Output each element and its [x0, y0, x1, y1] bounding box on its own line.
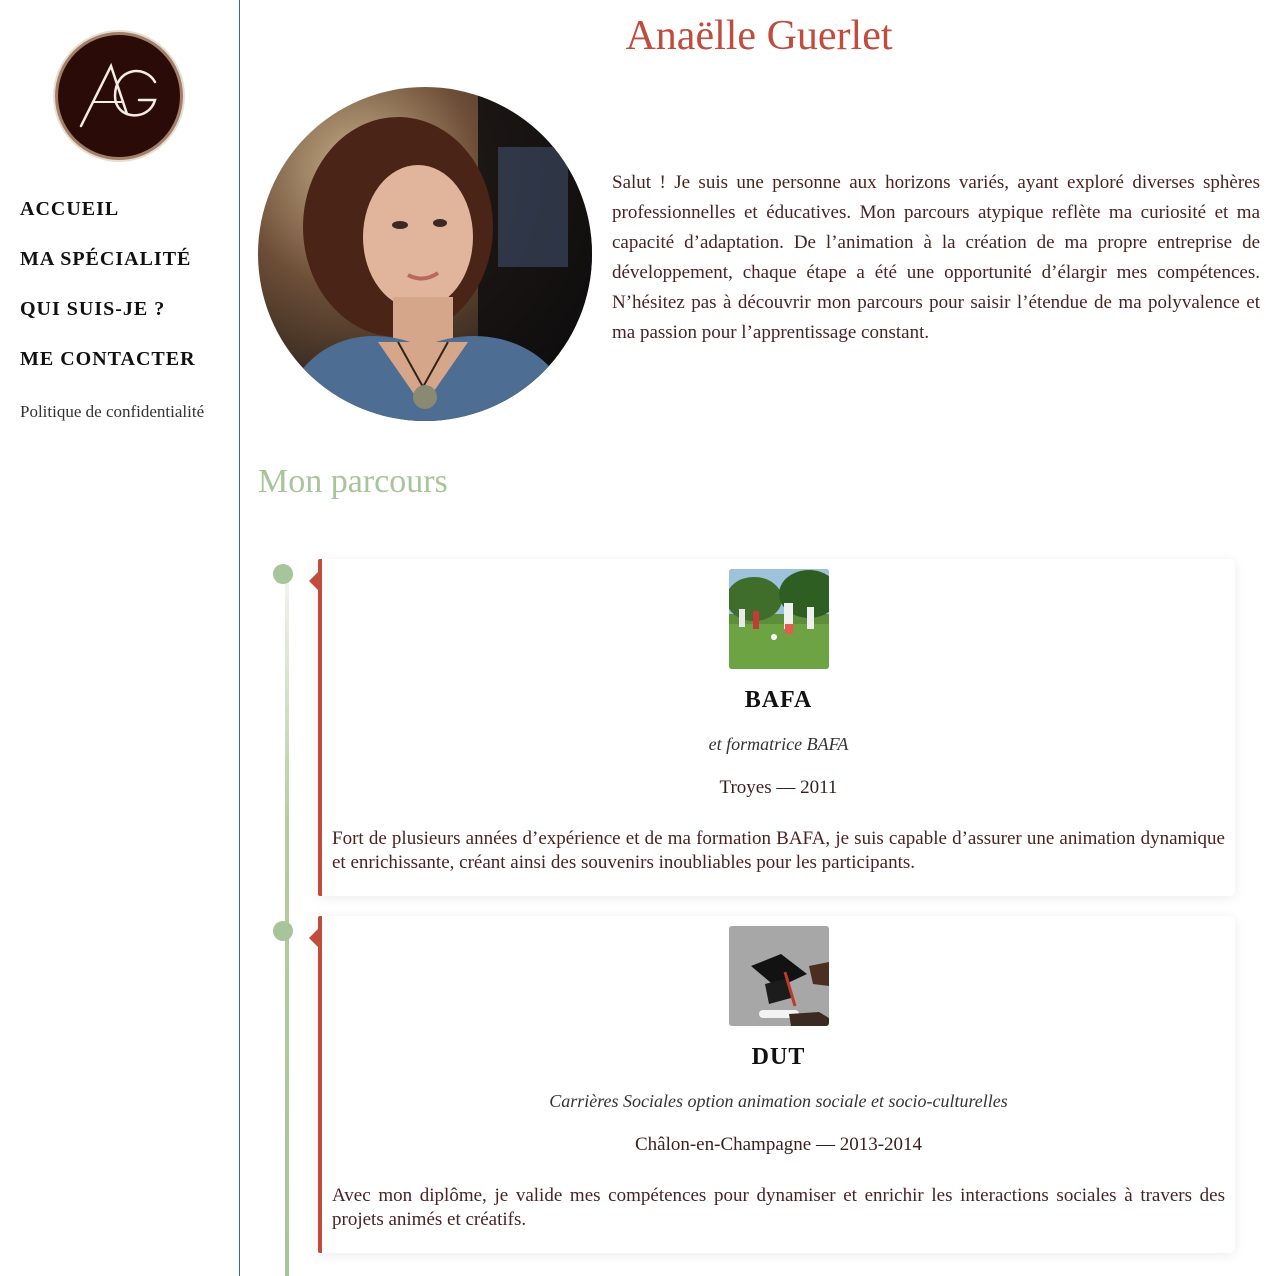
nav-item-qui-suis-je: [20, 298, 196, 348]
nav-link-specialite[interactable]: MA SPÉCIALITÉ: [20, 248, 192, 270]
card-place-date: Troyes — 2011: [719, 777, 838, 798]
timeline-dot: [273, 564, 293, 584]
card-subtitle: et formatrice BAFA: [708, 734, 849, 754]
logo-monogram-icon: [69, 56, 169, 136]
portrait-photo: [258, 87, 592, 421]
card-description: Fort de plusieurs années d’expérience et de ma formation BAFA, je suis capable d’assurer une animation dynamique et enrichissante, créant ainsi des souvenirs inoubliables pour les participants.: [332, 828, 1225, 873]
intro-paragraph: Salut ! Je suis une personne aux horizons variés, ayant exploré diverses sphères professionnelles et éducatives. Mon parcours atypique reflète ma curiosité et ma capacité d’adaptation. De l’animation à la création de ma propre entreprise de développement, chaque étape a été une opportunité d’élargir mes compétences. N’hésitez pas à découvrir mon parcours pour saisir l’étendue de ma polyvalence et ma passion pour l’apprentissage constant.: [612, 172, 1260, 343]
card-place-date: Châlon-en-Champagne — 2013-2014: [634, 1134, 923, 1155]
portrait-image: [258, 87, 592, 421]
nav-item-specialite: [20, 248, 196, 298]
nav-item-contact: [20, 348, 196, 398]
timeline-card-dut: [318, 916, 1235, 1253]
card-subtitle: Carrières Sociales option animation sociale et socio-culturelles: [549, 1091, 1008, 1111]
parcours-title: Mon parcours: [258, 463, 448, 500]
page-title: Anaëlle Guerlet: [625, 13, 893, 59]
logo-circle: [55, 32, 183, 160]
dut-thumbnail-image: [729, 926, 829, 1026]
main-nav: [20, 198, 196, 398]
nav-link-accueil[interactable]: ACCUEIL: [20, 198, 120, 220]
card-title: BAFA: [744, 687, 813, 713]
sidebar: [0, 0, 240, 1276]
timeline-dot: [273, 921, 293, 941]
card-description: Avec mon diplôme, je valide mes compétences pour dynamiser et enrichir les interactions sociales à travers des projets animés et créatifs.: [332, 1185, 1225, 1230]
graduation-cap-photo: [729, 926, 829, 1026]
nav-item-accueil: [20, 198, 196, 248]
children-playing-photo: [729, 569, 829, 669]
nav-link-contact[interactable]: ME CONTACTER: [20, 348, 196, 370]
site-logo[interactable]: [44, 22, 194, 170]
timeline-card-bafa: [318, 559, 1235, 896]
nav-link-qui-suis-je[interactable]: QUI SUIS-JE ?: [20, 298, 166, 320]
privacy-policy-link[interactable]: Politique de confidentialité: [20, 402, 205, 421]
bafa-thumbnail-image: [729, 569, 829, 669]
card-title: DUT: [751, 1044, 806, 1070]
